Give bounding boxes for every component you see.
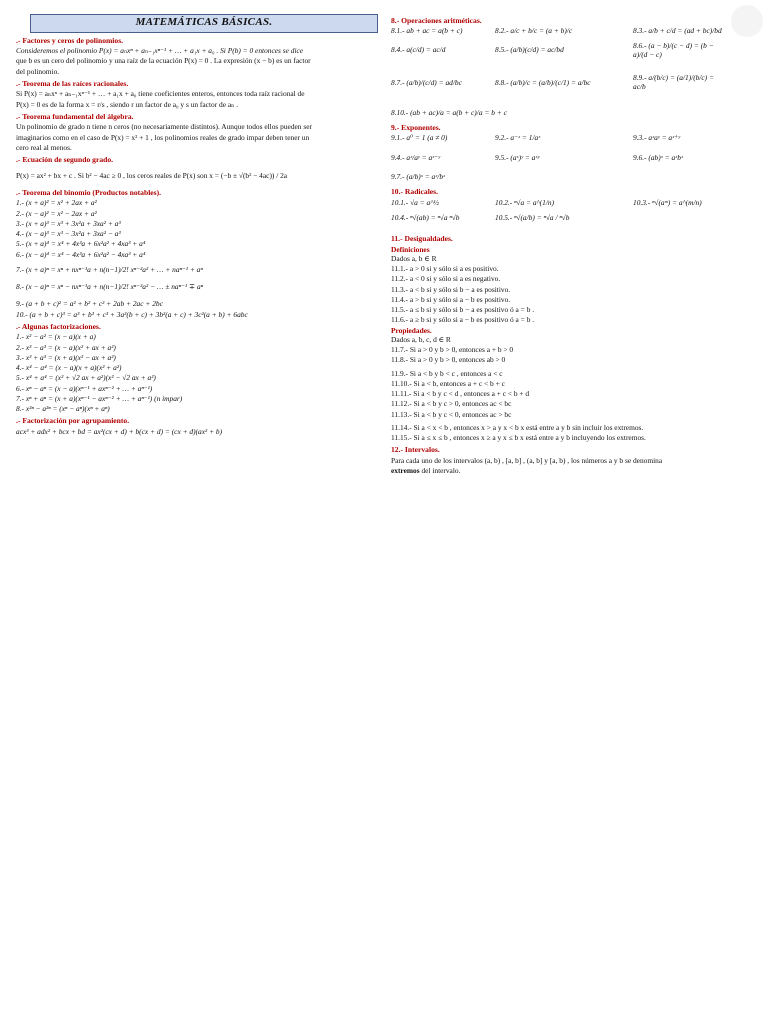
formula-item: acx³ + adx² + bcx + bd = ax²(cx + d) + b(cx + d) = (cx + d)(ax² + b) <box>16 426 223 436</box>
list-item: 11.3.- a < b si y sólo si b − a es positivo. <box>391 284 511 294</box>
list-item: 11.11.- Si a < b y c < d , entonces a + c < b + d <box>391 389 530 399</box>
subheading: Definiciones <box>391 244 430 254</box>
formula-item: 8.7.- (a/b)/(c/d) = ad/bc <box>391 77 462 87</box>
formula-row <box>391 26 727 35</box>
subheading: Propiedades. <box>391 325 432 335</box>
formula-item: 8.4.- a(c/d) = ac/d <box>391 45 446 55</box>
formula-item: 2.- x³ − a³ = (x − a)(x² + ax + a²) <box>16 342 116 352</box>
paragraph: Si P(x) = aₙxⁿ + aₙ₋₁xⁿ⁻¹ + … + a₁x + a₀ tiene coeficientes enteros, entonces toda raíz racional de <box>16 89 305 99</box>
list-item: 11.12.- Si a < b y c > 0, entonces ac < bc <box>391 399 512 409</box>
section-heading: .- Factores y ceros de polinomios. <box>16 35 124 45</box>
list-item: 11.13.- Si a < b y c < 0, entonces ac > bc <box>391 409 512 419</box>
formula-item: 8.9.- a/(b/c) = (a/1)/(b/c) = ac/b <box>633 73 714 92</box>
paragraph-tail: del intervalo. <box>419 466 461 476</box>
formula-item: 8.10.- (ab + ac)/a = a(b + c)/a = b + c <box>391 107 507 117</box>
formula-row <box>391 73 727 92</box>
formula-item: 9.- (a + b + c)² = a² + b² + c² + 2ab + 2ac + 2bc <box>16 299 163 309</box>
formula-row <box>391 133 727 142</box>
formula-item: 8.5.- (a/b)(c/d) = ac/bd <box>495 45 564 55</box>
list-item: 11.10.- Si a < b, entonces a + c < b + c <box>391 378 505 388</box>
formula-item: 3.- (x + a)³ = x³ + 3x²a + 3xa² + a³ <box>16 218 121 228</box>
paragraph: P(x) = ax² + bx + c . Si b² − 4ac ≥ 0 , los ceros reales de P(x) son x = (−b ± √(b² − 4ac)) / 2a <box>16 170 288 180</box>
paragraph <box>391 466 727 475</box>
formula-item: 10.2.- ⁿ√a = a^(1/n) <box>495 197 555 207</box>
formula-item: 9.3.- aˣaʸ = aˣ⁺ʸ <box>633 133 681 143</box>
formula-item: 10.5.- ⁿ√(a/b) = ⁿ√a / ⁿ√b <box>495 212 570 222</box>
formula-item: 7.- xⁿ + aⁿ = (x + a)(xⁿ⁻¹ − axⁿ⁻² + … + aⁿ⁻¹) (n impar) <box>16 393 183 403</box>
paragraph: Dados a, b ∈ R <box>391 253 437 263</box>
overlay-button[interactable] <box>731 5 763 37</box>
list-item: 11.4.- a > b si y sólo si a − b es positivo. <box>391 294 511 304</box>
section-heading: 12.- Intervalos. <box>391 445 440 455</box>
formula-item: 5.- x⁴ + a⁴ = (x² + √2 ax + a²)(x² − √2 ax + a²) <box>16 373 156 383</box>
section-heading: .- Teorema del binomio (Productos notables). <box>16 187 162 197</box>
formula-item: 9.6.- (ab)ˣ = aˣbˣ <box>633 152 684 162</box>
formula-item: 8.3.- a/b + c/d = (ad + bc)/bd <box>633 26 722 36</box>
formula-item: 9.2.- a⁻ˣ = 1/aˣ <box>495 133 541 143</box>
list-item: 11.6.- a ≥ b si y sólo si a − b es positivo ó a = b . <box>391 315 535 325</box>
formula-item: 10.4.- ⁿ√(ab) = ⁿ√a ⁿ√b <box>391 212 460 222</box>
list-item: 11.2.- a < 0 si y sólo si a es negativo. <box>391 274 501 284</box>
section-heading: 9.- Exponentes. <box>391 122 441 132</box>
section-heading: 10.- Radicales. <box>391 187 439 197</box>
formula-item: 10.1.- √a = a^½ <box>391 197 439 207</box>
formula-item: 6.- (x − a)⁴ = x⁴ − 4x³a + 6x²a² − 4xa³ + a⁴ <box>16 249 146 259</box>
formula-item: 9.1.- a⁰ = 1 (a ≠ 0) <box>391 133 448 143</box>
list-item: 11.5.- a ≤ b si y sólo si b − a es positivo ó a = b . <box>391 305 535 315</box>
right-column <box>391 16 727 476</box>
section-heading: .- Ecuación de segundo grado. <box>16 155 114 165</box>
list-item: 11.1.- a > 0 si y sólo si a es positivo. <box>391 264 499 274</box>
formula-item: 1.- x² − a² = (x − a)(x + a) <box>16 332 96 342</box>
section-heading: .- Teorema fundamental del álgebra. <box>16 111 134 121</box>
section-heading: 8.- Operaciones aritméticas. <box>391 16 482 25</box>
formula-item: 8.- x²ⁿ − a²ⁿ = (xⁿ − aⁿ)(xⁿ + aⁿ) <box>16 404 110 414</box>
page-title: MATEMÁTICAS BÁSICAS. <box>30 14 378 33</box>
paragraph: que b es un cero del polinomio y una raíz de la ecuación P(x) = 0 . La expresión (x − b) es un factor <box>16 56 311 66</box>
formula-item: 10.- (a + b + c)³ = a³ + b³ + c³ + 3a²(b + c) + 3b²(a + c) + 3c²(a + b) + 6abc <box>16 309 248 319</box>
formula-item: 9.4.- aˣ/aʸ = aˣ⁻ʸ <box>391 152 441 162</box>
paragraph: imaginarios como en el caso de P(x) = x² + 1 , los polinomios reales de grado impar deben tener un <box>16 132 310 142</box>
formula-item: 3.- x³ + a³ = (x + a)(x² − ax + a²) <box>16 352 116 362</box>
formula-item: 5.- (x + a)⁴ = x⁴ + 4x³a + 6x²a² + 4xa³ + a⁴ <box>16 239 146 249</box>
paragraph: Para cada uno de los intervalos (a, b) , [a, b] , (a, b] y [a, b) , los números a y b se denomina <box>391 455 663 465</box>
section-heading: .- Teorema de las raíces racionales. <box>16 78 129 88</box>
formula-row <box>391 198 727 207</box>
list-item: 11.7.- Si a > 0 y b > 0, entonces a + b > 0 <box>391 345 514 355</box>
formula-item: 1.- (x + a)² = x² + 2ax + a² <box>16 198 97 208</box>
formula-item: 4.- (x − a)³ = x³ − 3x²a + 3xa² − a³ <box>16 229 121 239</box>
formula-item: 2.- (x − a)² = x² − 2ax + a² <box>16 208 97 218</box>
list-item: 11.15.- Si a ≤ x ≤ b , entonces x ≥ a y x ≤ b x está entre a y b incluyendo los extremos. <box>391 433 646 443</box>
formula-item: 10.3.- ⁿ√(aᵐ) = a^(m/n) <box>633 197 702 207</box>
section-heading: .- Factorización por agrupamiento. <box>16 416 130 426</box>
bold-term: extremos <box>391 466 420 476</box>
formula-item: 6.- xⁿ − aⁿ = (x − a)(xⁿ⁻¹ + axⁿ⁻² + … + aⁿ⁻¹) <box>16 383 153 393</box>
paragraph: del polinomio. <box>16 66 60 76</box>
formula-item: 8.2.- a/c + b/c = (a + b)/c <box>495 26 573 36</box>
section-heading: .- Algunas factorizaciones. <box>16 321 101 331</box>
paragraph: Dados a, b, c, d ∈ R <box>391 334 451 344</box>
formula-item: 9.7.- (a/b)ˣ = aˣ/bˣ <box>391 171 446 181</box>
formula-item: 4.- x⁴ − a⁴ = (x − a)(x + a)(x² + a²) <box>16 363 122 373</box>
formula-item: 9.5.- (aˣ)ʸ = aˣʸ <box>495 152 540 162</box>
paragraph: Un polinomio de grado n tiene n ceros (no necesariamente distintos). Aunque todos ellos pueden ser <box>16 122 312 132</box>
list-item: 11.8.- Si a > 0 y b > 0, entonces ab > 0 <box>391 355 506 365</box>
left-column <box>16 14 380 437</box>
paragraph: P(x) = 0 es de la forma x = r/s , siendo r un factor de a₀ y s un factor de aₙ . <box>16 99 239 109</box>
paragraph: Consideremos el polinomio P(x) = aₙxⁿ + aₙ₋₁xⁿ⁻¹ + … + a₁x + a₀ . Si P(b) = 0 entonces se dice <box>16 46 304 56</box>
formula-item: 7.- (x + a)ⁿ = xⁿ + nxⁿ⁻¹a + n(n−1)/2! xⁿ⁻²a² + … + naⁿ⁻¹ + aⁿ <box>16 264 203 274</box>
formula-row <box>391 41 727 60</box>
section-heading: 11.- Desigualdades. <box>391 234 453 244</box>
list-item: 11.9.- Si a < b y b < c , entonces a < c <box>391 368 503 378</box>
formula-item: 8.- (x − a)ⁿ = xⁿ − nxⁿ⁻¹a + n(n−1)/2! xⁿ⁻²a² − … ± naⁿ⁻¹ ∓ aⁿ <box>16 282 203 292</box>
formula-item: 8.6.- (a − b)/(c − d) = (b − a)/(d − c) <box>633 40 714 59</box>
paragraph: cero real al menos. <box>16 142 72 152</box>
formula-row <box>391 153 727 162</box>
formula-row <box>391 213 727 222</box>
formula-item: 8.8.- (a/b)/c = (a/b)/(c/1) = a/bc <box>495 77 591 87</box>
list-item: 11.14.- Si a < x < b , entonces x > a y x < b x está entre a y b sin incluir los extremos. <box>391 422 644 432</box>
formula-item: 8.1.- ab + ac = a(b + c) <box>391 26 463 36</box>
